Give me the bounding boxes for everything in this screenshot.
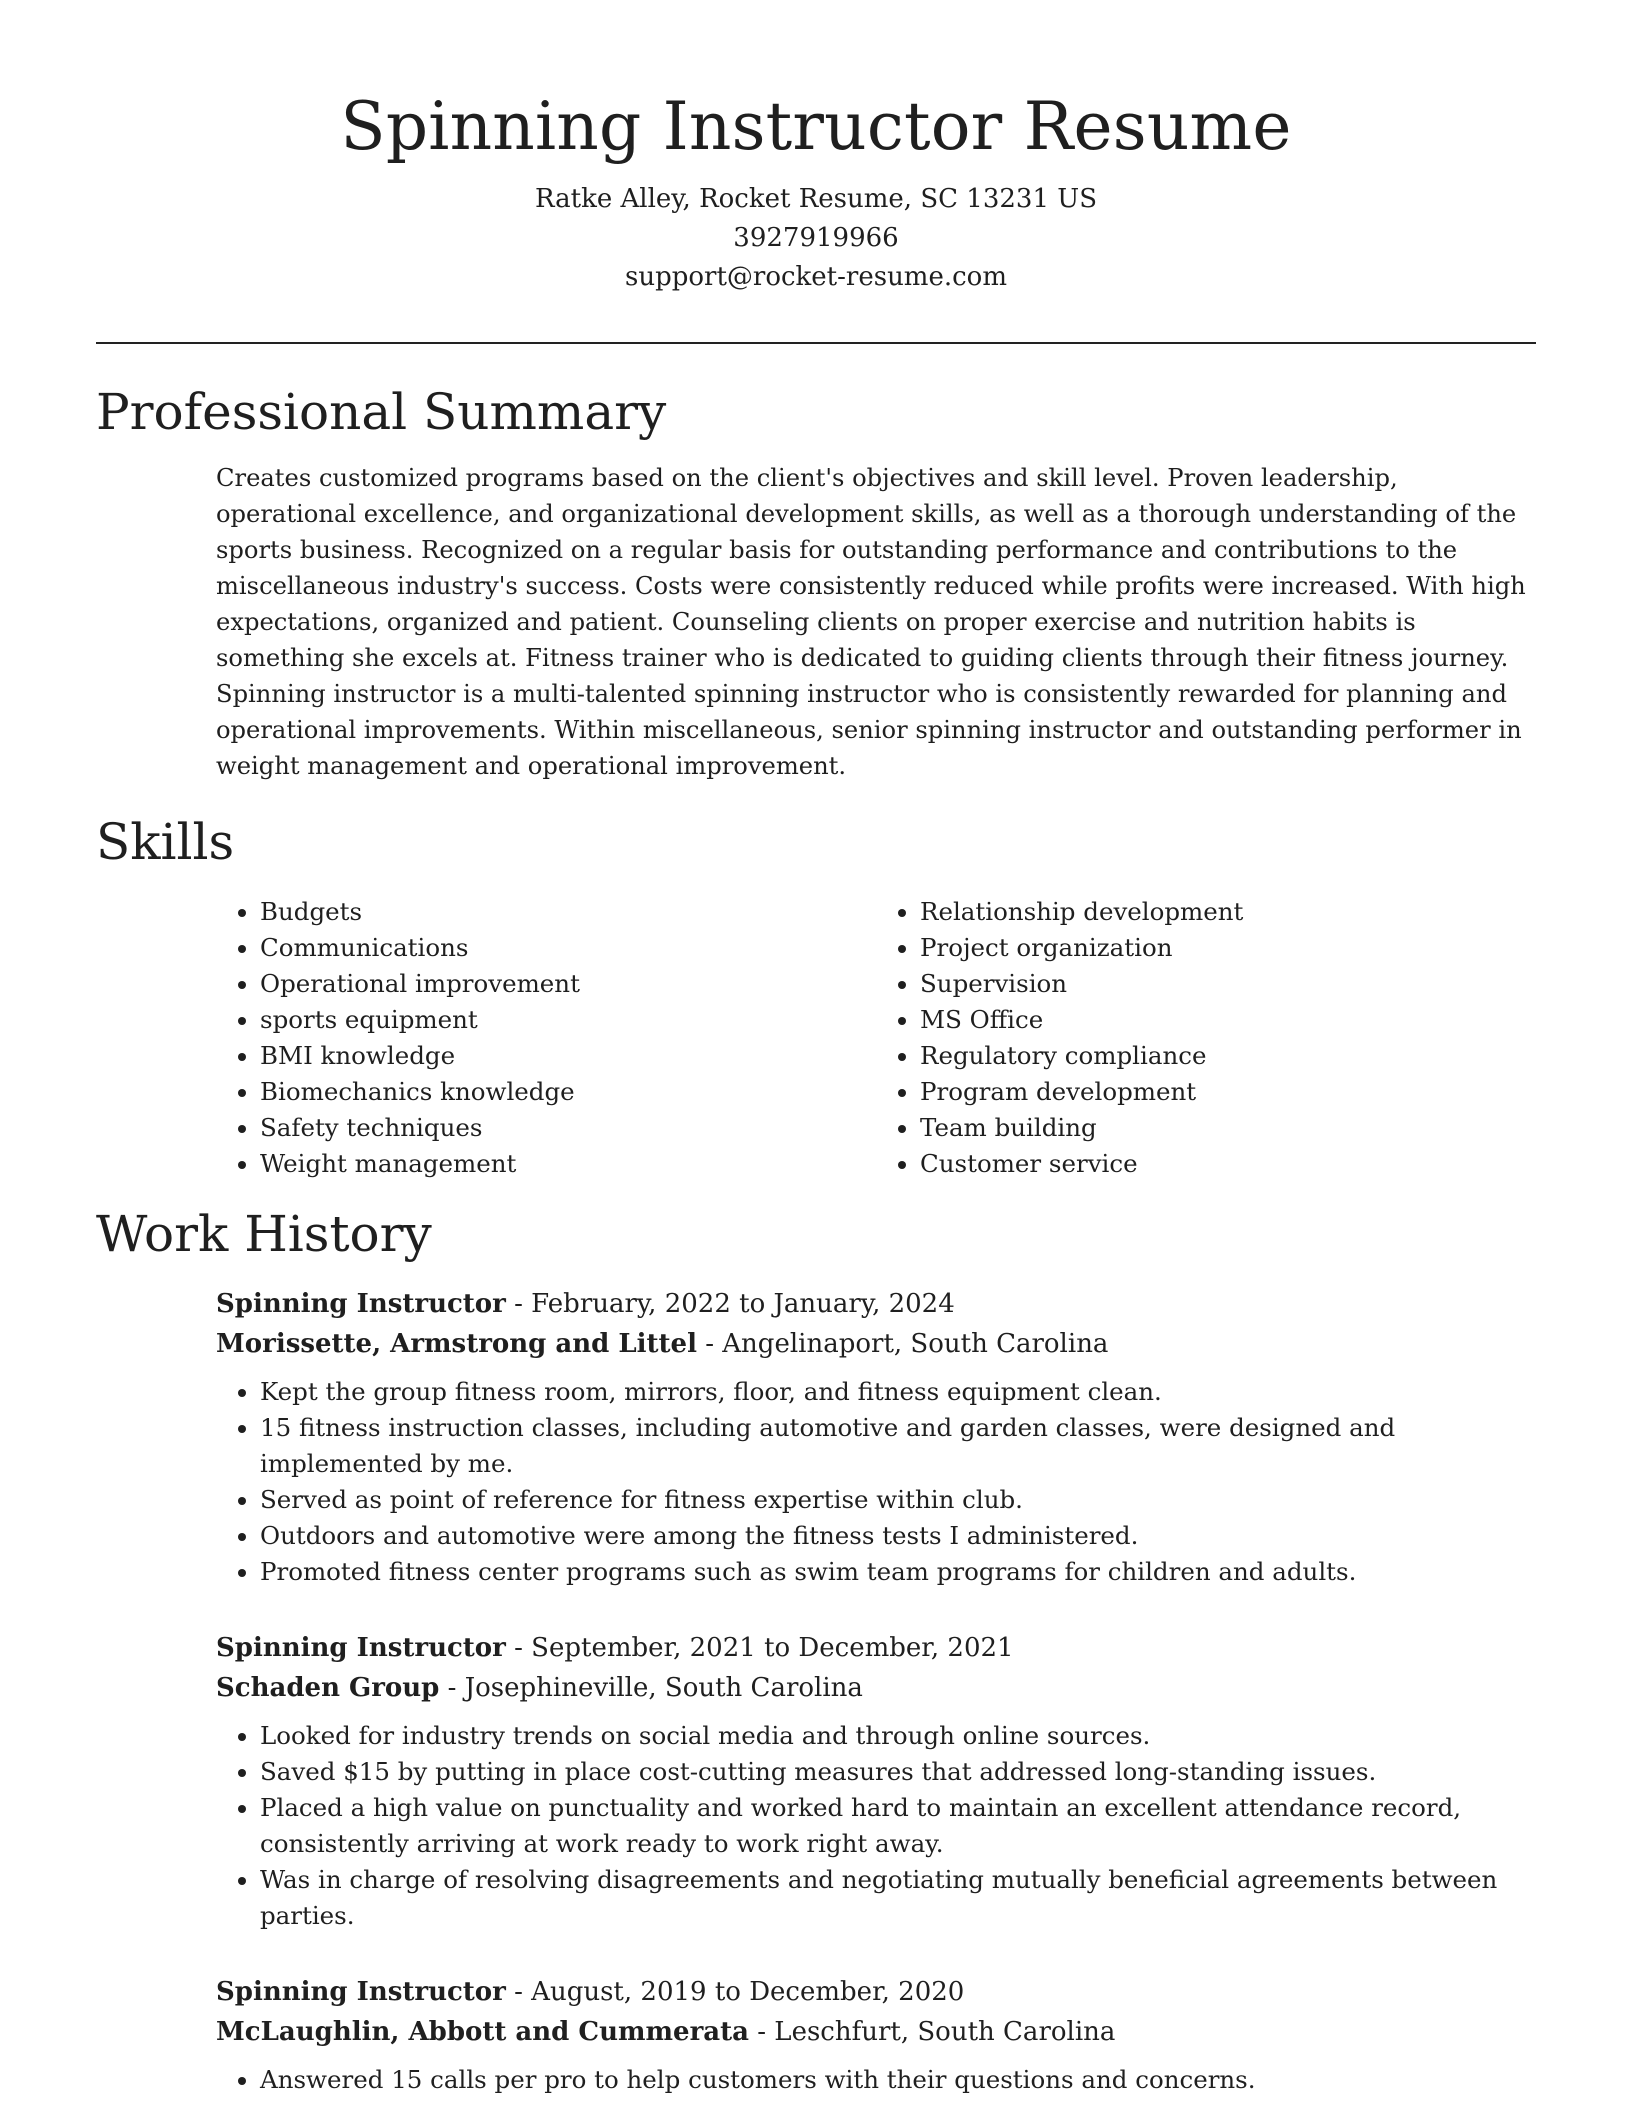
skill-item: • Safety techniques — [260, 1110, 876, 1146]
job-bullet: • 15 fitness instruction classes, including automotive and garden classes, were designed and implemented by me. — [260, 1410, 1536, 1482]
skill-item: • Biomechanics knowledge — [260, 1074, 876, 1110]
job-company-line — [216, 1668, 1536, 1708]
summary-section — [96, 380, 1536, 784]
skill-item: • Communications — [260, 930, 876, 966]
job-entry-body — [216, 1284, 1536, 1590]
job-dates: - September, 2021 to December, 2021 — [505, 1633, 1014, 1663]
skills-section — [96, 810, 1536, 1182]
job-entry-body — [216, 1972, 1536, 2098]
job-entry-body — [216, 1628, 1536, 1934]
job-location: - Angelinaport, South Carolina — [696, 1329, 1109, 1359]
skill-item: • BMI knowledge — [260, 1038, 876, 1074]
job-company: Morissette, Armstrong and Littel — [216, 1329, 697, 1359]
resume-title: Spinning Instructor Resume — [340, 88, 1292, 165]
skills-heading: Skills — [96, 813, 235, 871]
contact-block — [0, 180, 1632, 297]
skills-grid — [216, 894, 1536, 1182]
skills-column-left — [216, 894, 876, 1182]
job-title-line — [216, 1972, 1536, 2012]
job-bullet: • Was in charge of resolving disagreements and negotiating mutually beneficial agreements between parties. — [260, 1862, 1536, 1934]
skill-item: • Project organization — [920, 930, 1536, 966]
job-bullets — [216, 1718, 1536, 1934]
job-company-line — [216, 2012, 1536, 2052]
work-history-heading: Work History — [96, 1205, 432, 1263]
job-bullet: • Promoted fitness center programs such as swim team programs for children and adults. — [260, 1554, 1536, 1590]
job-bullet: • Saved $15 by putting in place cost-cutting measures that addressed long-standing issues. — [260, 1754, 1536, 1790]
skills-column-right — [876, 894, 1536, 1182]
job-company-line — [216, 1324, 1536, 1364]
work-history-section — [96, 1202, 1536, 1266]
job-company: McLaughlin, Abbott and Cummerata — [216, 2017, 749, 2047]
job-location: - Leschfurt, South Carolina — [748, 2017, 1116, 2047]
header-divider — [96, 342, 1536, 344]
resume-header — [0, 0, 1632, 297]
skill-item: • sports equipment — [260, 1002, 876, 1038]
job-bullet: • Answered 15 calls per pro to help customers with their questions and concerns. — [260, 2062, 1536, 2098]
job-entry — [96, 1972, 1536, 2098]
job-bullet: • Outdoors and automotive were among the fitness tests I administered. — [260, 1518, 1536, 1554]
skill-item: • Operational improvement — [260, 966, 876, 1002]
skill-item: • Supervision — [920, 966, 1536, 1002]
job-location: - Josephineville, South Carolina — [439, 1673, 863, 1703]
contact-email: support@rocket-resume.com — [624, 262, 1007, 292]
job-company: Schaden Group — [216, 1673, 440, 1703]
job-dates: - August, 2019 to December, 2020 — [505, 1977, 965, 2007]
job-role: Spinning Instructor — [216, 1289, 506, 1319]
skill-item: • Relationship development — [920, 894, 1536, 930]
skill-item: • Program development — [920, 1074, 1536, 1110]
job-title-line — [216, 1628, 1536, 1668]
job-entry — [96, 1284, 1536, 1590]
skill-item: • Team building — [920, 1110, 1536, 1146]
summary-text: Creates customized programs based on the client's objectives and skill level. Proven leadership, operational excellence, and organizational development skills, as well as a thorough understanding of the sports business. Recognized on a regular basis for outstanding performance and contributions to the miscellaneous industry's success. Costs were consistently reduced while profits were increased. With high expectations, organized and patient. Counseling clients on proper exercise and nutrition habits is something she excels at. Fitness trainer who is dedicated to guiding clients through their fitness journey. Spinning instructor is a multi-talented spinning instructor who is consistently rewarded for planning and operational improvements. Within miscellaneous, senior spinning instructor and outstanding performer in weight management and operational improvement. — [216, 464, 1526, 780]
skill-item: • Regulatory compliance — [920, 1038, 1536, 1074]
job-dates: - February, 2022 to January, 2024 — [505, 1289, 955, 1319]
job-bullet: • Placed a high value on punctuality and worked hard to maintain an excellent attendance record, consistently arriving at work ready to work right away. — [260, 1790, 1536, 1862]
skill-item: • Weight management — [260, 1146, 876, 1182]
job-role: Spinning Instructor — [216, 1977, 506, 2007]
skill-item: • Budgets — [260, 894, 876, 930]
skill-item: • Customer service — [920, 1146, 1536, 1182]
job-bullets — [216, 2062, 1536, 2098]
contact-phone: 3927919966 — [733, 223, 899, 253]
skill-item: • MS Office — [920, 1002, 1536, 1038]
contact-address: Ratke Alley, Rocket Resume, SC 13231 US — [534, 184, 1098, 214]
job-bullet: • Kept the group fitness room, mirrors, floor, and fitness equipment clean. — [260, 1374, 1536, 1410]
summary-heading: Professional Summary — [96, 383, 667, 441]
job-entry — [96, 1628, 1536, 1934]
job-role: Spinning Instructor — [216, 1633, 506, 1663]
job-title-line — [216, 1284, 1536, 1324]
job-bullet: • Looked for industry trends on social media and through online sources. — [260, 1718, 1536, 1754]
job-bullets — [216, 1374, 1536, 1590]
job-bullet: • Served as point of reference for fitness expertise within club. — [260, 1482, 1536, 1518]
